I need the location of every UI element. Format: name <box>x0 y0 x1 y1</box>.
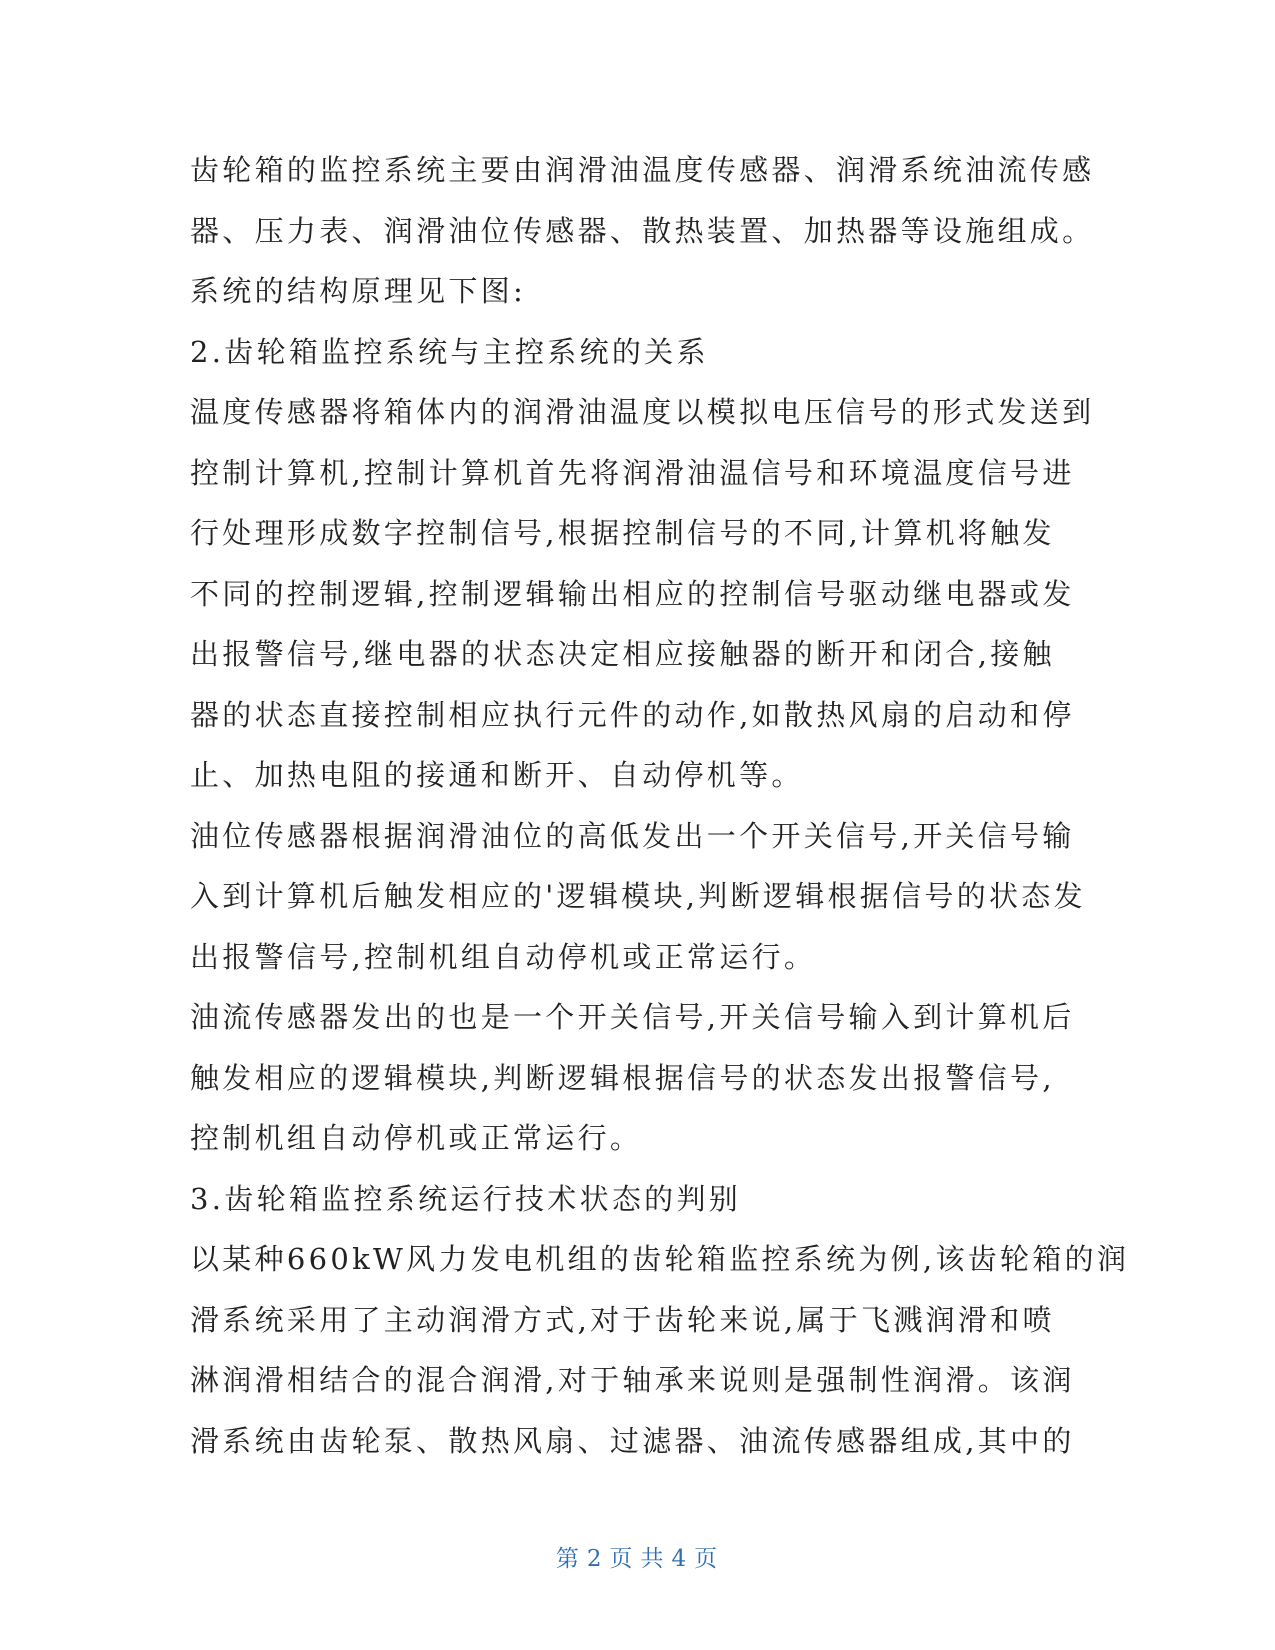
text-line: 控制计算机,控制计算机首先将润滑油温信号和环境温度信号进 <box>190 455 1075 490</box>
footer-total-word: 共 <box>640 1546 666 1572</box>
text-line: 出报警信号,继电器的状态决定相应接触器的断开和闭合,接触 <box>190 637 1055 671</box>
footer-prefix: 第 <box>555 1546 581 1572</box>
text-line: 行处理形成数字控制信号,根据控制信号的不同,计算机将触发 <box>190 516 1055 550</box>
document-body <box>190 140 1130 1471</box>
text-line: 油位传感器根据润滑油位的高低发出一个开关信号,开关信号输 <box>190 818 1075 853</box>
text-line: 淋润滑相结合的混合润滑,对于轴承来说则是强制性润滑。该润 <box>190 1363 1075 1397</box>
text-line: 止、加热电阻的接通和断开、自动停机等。 <box>190 758 804 792</box>
text-line: 齿轮箱的监控系统主要由润滑油温度传感器、润滑系统油流传感 <box>190 153 1095 187</box>
text-line: 以某种660kW风力发电机组的齿轮箱监控系统为例,该齿轮箱的润 <box>190 1242 1130 1276</box>
footer-suffix: 页 <box>694 1546 720 1572</box>
page-footer <box>0 1540 1275 1573</box>
text-line: 器的状态直接控制相应执行元件的动作,如散热风扇的启动和停 <box>190 697 1075 732</box>
text-line: 触发相应的逻辑模块,判断逻辑根据信号的状态发出报警信号, <box>190 1060 1055 1095</box>
text-line: 系统的结构原理见下图: <box>190 274 527 308</box>
text-line: 滑系统采用了主动润滑方式,对于齿轮来说,属于飞溅润滑和喷 <box>190 1302 1055 1337</box>
text-line: 温度传感器将箱体内的润滑油温度以模拟电压信号的形式发送到 <box>190 395 1095 429</box>
text-line: 入到计算机后触发相应的'逻辑模块,判断逻辑根据信号的状态发 <box>190 879 1086 913</box>
text-line: 出报警信号,控制机组自动停机或正常运行。 <box>190 939 817 974</box>
footer-page-word: 页 <box>609 1546 635 1572</box>
footer-total-pages: 4 <box>671 1546 689 1572</box>
text-line: 油流传感器发出的也是一个开关信号,开关信号输入到计算机后 <box>190 1000 1075 1034</box>
section-heading: 2.齿轮箱监控系统与主控系统的关系 <box>190 334 709 369</box>
text-line: 器、压力表、润滑油位传感器、散热装置、加热器等设施组成。 <box>190 213 1095 248</box>
section-heading: 3.齿轮箱监控系统运行技术状态的判别 <box>190 1181 742 1216</box>
text-line: 控制机组自动停机或正常运行。 <box>190 1121 643 1155</box>
footer-current-page: 2 <box>586 1546 604 1572</box>
text-line: 滑系统由齿轮泵、散热风扇、过滤器、油流传感器组成,其中的 <box>190 1423 1075 1458</box>
text-line: 不同的控制逻辑,控制逻辑输出相应的控制信号驱动继电器或发 <box>190 576 1075 611</box>
